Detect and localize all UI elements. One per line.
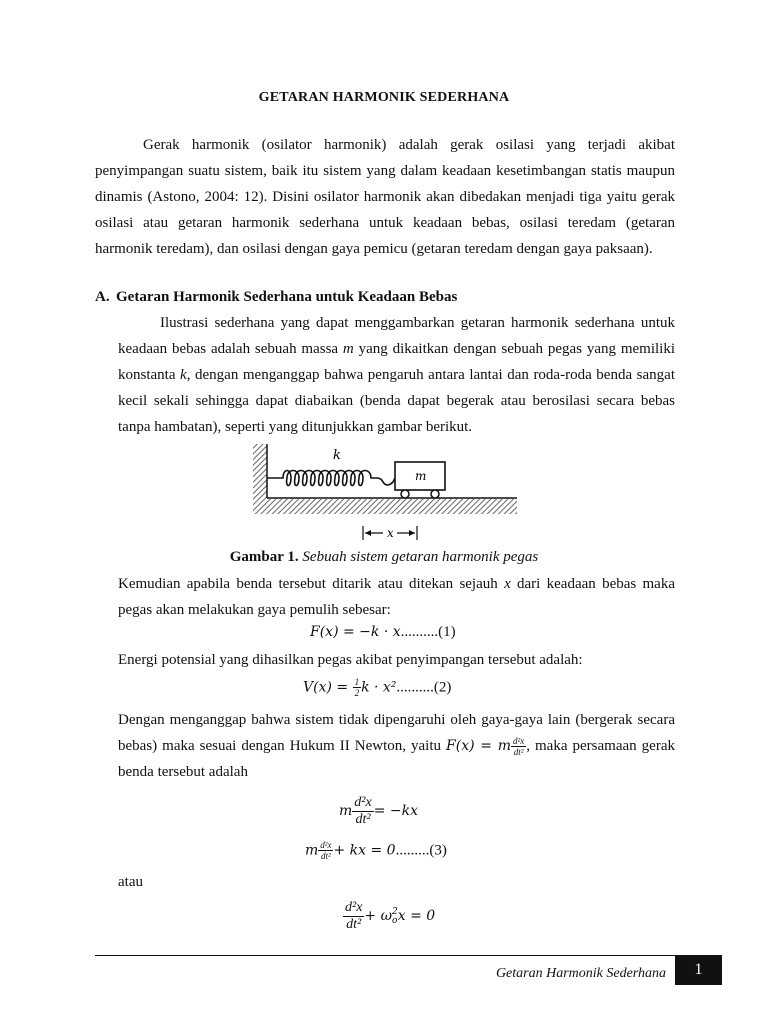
omega-sup: 2	[392, 906, 398, 917]
para-b-text-1: Kemudian apabila benda tersebut ditarik atau ditekan sejauh	[118, 576, 505, 592]
equation-2-number: ..........(2)	[396, 679, 452, 696]
disp-arrowhead-right	[409, 530, 415, 536]
spring-mass-figure	[253, 442, 519, 552]
section-a-title: Getaran Harmonik Sederhana untuk Keadaan Bebas	[116, 289, 458, 305]
equation-3-fraction	[318, 840, 333, 862]
fraction-half-num: 1	[354, 677, 360, 687]
section-a-paragraph	[118, 310, 675, 440]
figure-caption	[0, 549, 768, 566]
section-a-label: A.	[95, 289, 110, 305]
para-a-text-2: yang dikaitkan dengan sebuah pegas yang memiliki konstanta	[118, 341, 675, 383]
eom-den: dt²	[355, 812, 371, 828]
newton-paragraph	[118, 707, 675, 785]
equation-1	[310, 624, 456, 641]
wheel-left	[401, 490, 409, 498]
equation-4	[343, 900, 435, 933]
potential-energy-text: Energi potensial yang dihasilkan pegas akibat penyimpangan tersebut adalah:	[118, 652, 583, 668]
equation-4-omega: + ω	[364, 908, 393, 925]
equation-4-fraction	[343, 900, 364, 933]
wheel-right	[431, 490, 439, 498]
disp-arrowhead-left	[365, 530, 371, 536]
equation-2	[303, 677, 451, 699]
fraction-half-den: 2	[354, 688, 360, 699]
equation-1-number: ..........(1)	[400, 624, 456, 640]
var-k: k	[180, 367, 187, 383]
para-d-text-2: , maka persamaan gerak benda tersebut adalah	[118, 738, 675, 780]
footer-title: Getaran Harmonik Sederhana	[495, 966, 666, 981]
eom-lhs: m	[339, 803, 353, 820]
fraction-half	[353, 677, 362, 699]
footer-rule	[95, 955, 722, 956]
equation-3-lhs: m	[305, 842, 319, 859]
eom-rhs: = −kx	[373, 803, 418, 820]
equation-4-den: dt²	[346, 917, 362, 933]
equation-3-den: dt²	[321, 851, 331, 862]
equation-3-num: d²x	[320, 840, 332, 850]
equation-3	[305, 840, 447, 862]
disp-label: x	[387, 526, 394, 540]
var-m: m	[342, 341, 354, 357]
equation-of-motion	[339, 795, 418, 828]
page-number: 1	[675, 955, 722, 985]
spring-coil	[267, 471, 395, 486]
section-a-heading	[95, 289, 457, 306]
eom-num: d²x	[352, 795, 373, 812]
para-b-text-2: dari keadaan bebas maka pegas akan melakukan gaya pemulih sebesar:	[118, 576, 675, 618]
eom-fraction	[352, 795, 373, 828]
atau-text: atau	[118, 874, 143, 890]
var-x: x	[504, 576, 511, 592]
mass-label: m	[415, 469, 427, 483]
spring-label: k	[333, 448, 341, 463]
newton-law-fraction	[511, 736, 526, 758]
para-d-text-1: Dengan menganggap bahwa sistem tidak dipengaruhi oleh gaya-gaya lain (bergerak secara bebas) maka sesuai dengan Hukum II Newton, yaitu	[118, 712, 675, 754]
newton-law-num: d²x	[513, 735, 525, 746]
intro-paragraph: Gerak harmonik (osilator harmonik) adalah gerak osilasi yang terjadi akibat penyimpangan suatu sistem, baik itu sistem yang dalam keadaan kesetimbangan statis maupun dinamis (Astono, 2004: 12). Disini osilator harmonik akan dibedakan menjadi tiga yaitu gerak osilasi atau getaran harmonik sederhana untuk keadaan bebas, osilasi teredam (getaran harmonik teredam), dan osilasi dengan gaya pemicu (getaran teredam dengan gaya paksaan).	[95, 137, 675, 257]
equation-4-tail: x = 0	[397, 908, 436, 925]
restoring-force-paragraph	[118, 571, 675, 623]
page-title: GETARAN HARMONIK SEDERHANA	[258, 90, 510, 105]
omega-sub: o	[392, 915, 398, 926]
wall-hatch	[253, 444, 267, 514]
caption-text: Sebuah sistem getaran harmonik pegas	[302, 549, 539, 565]
equation-3-rhs: + kx = 0	[333, 842, 396, 859]
equation-2-rhs: k · x²	[361, 679, 397, 696]
equation-1-expr: F(x) = −k · x	[310, 624, 401, 640]
equation-4-num: d²x	[343, 900, 364, 917]
floor-hatch	[267, 499, 517, 514]
equation-2-lhs: V(x) =	[303, 679, 353, 696]
caption-label: Gambar 1.	[229, 549, 299, 565]
equation-3-number: .........(3)	[395, 842, 447, 859]
para-a-text-1: Ilustrasi sederhana yang dapat menggambarkan getaran harmonik sederhana untuk keadaan bebas adalah sebuah massa	[118, 315, 675, 357]
para-a-text-3: , dengan menganggap bahwa pengaruh antara lantai dan roda-roda benda sangat kecil sekali sehingga dapat diabaikan (benda dapat begerak atau berosilasi secara bebas tanpa hambatan), seperti yang ditunjukkan gambar berikut.	[118, 367, 675, 435]
newton-law-lhs: F(x) = m	[446, 738, 512, 754]
newton-law-den: dt²	[513, 747, 524, 758]
